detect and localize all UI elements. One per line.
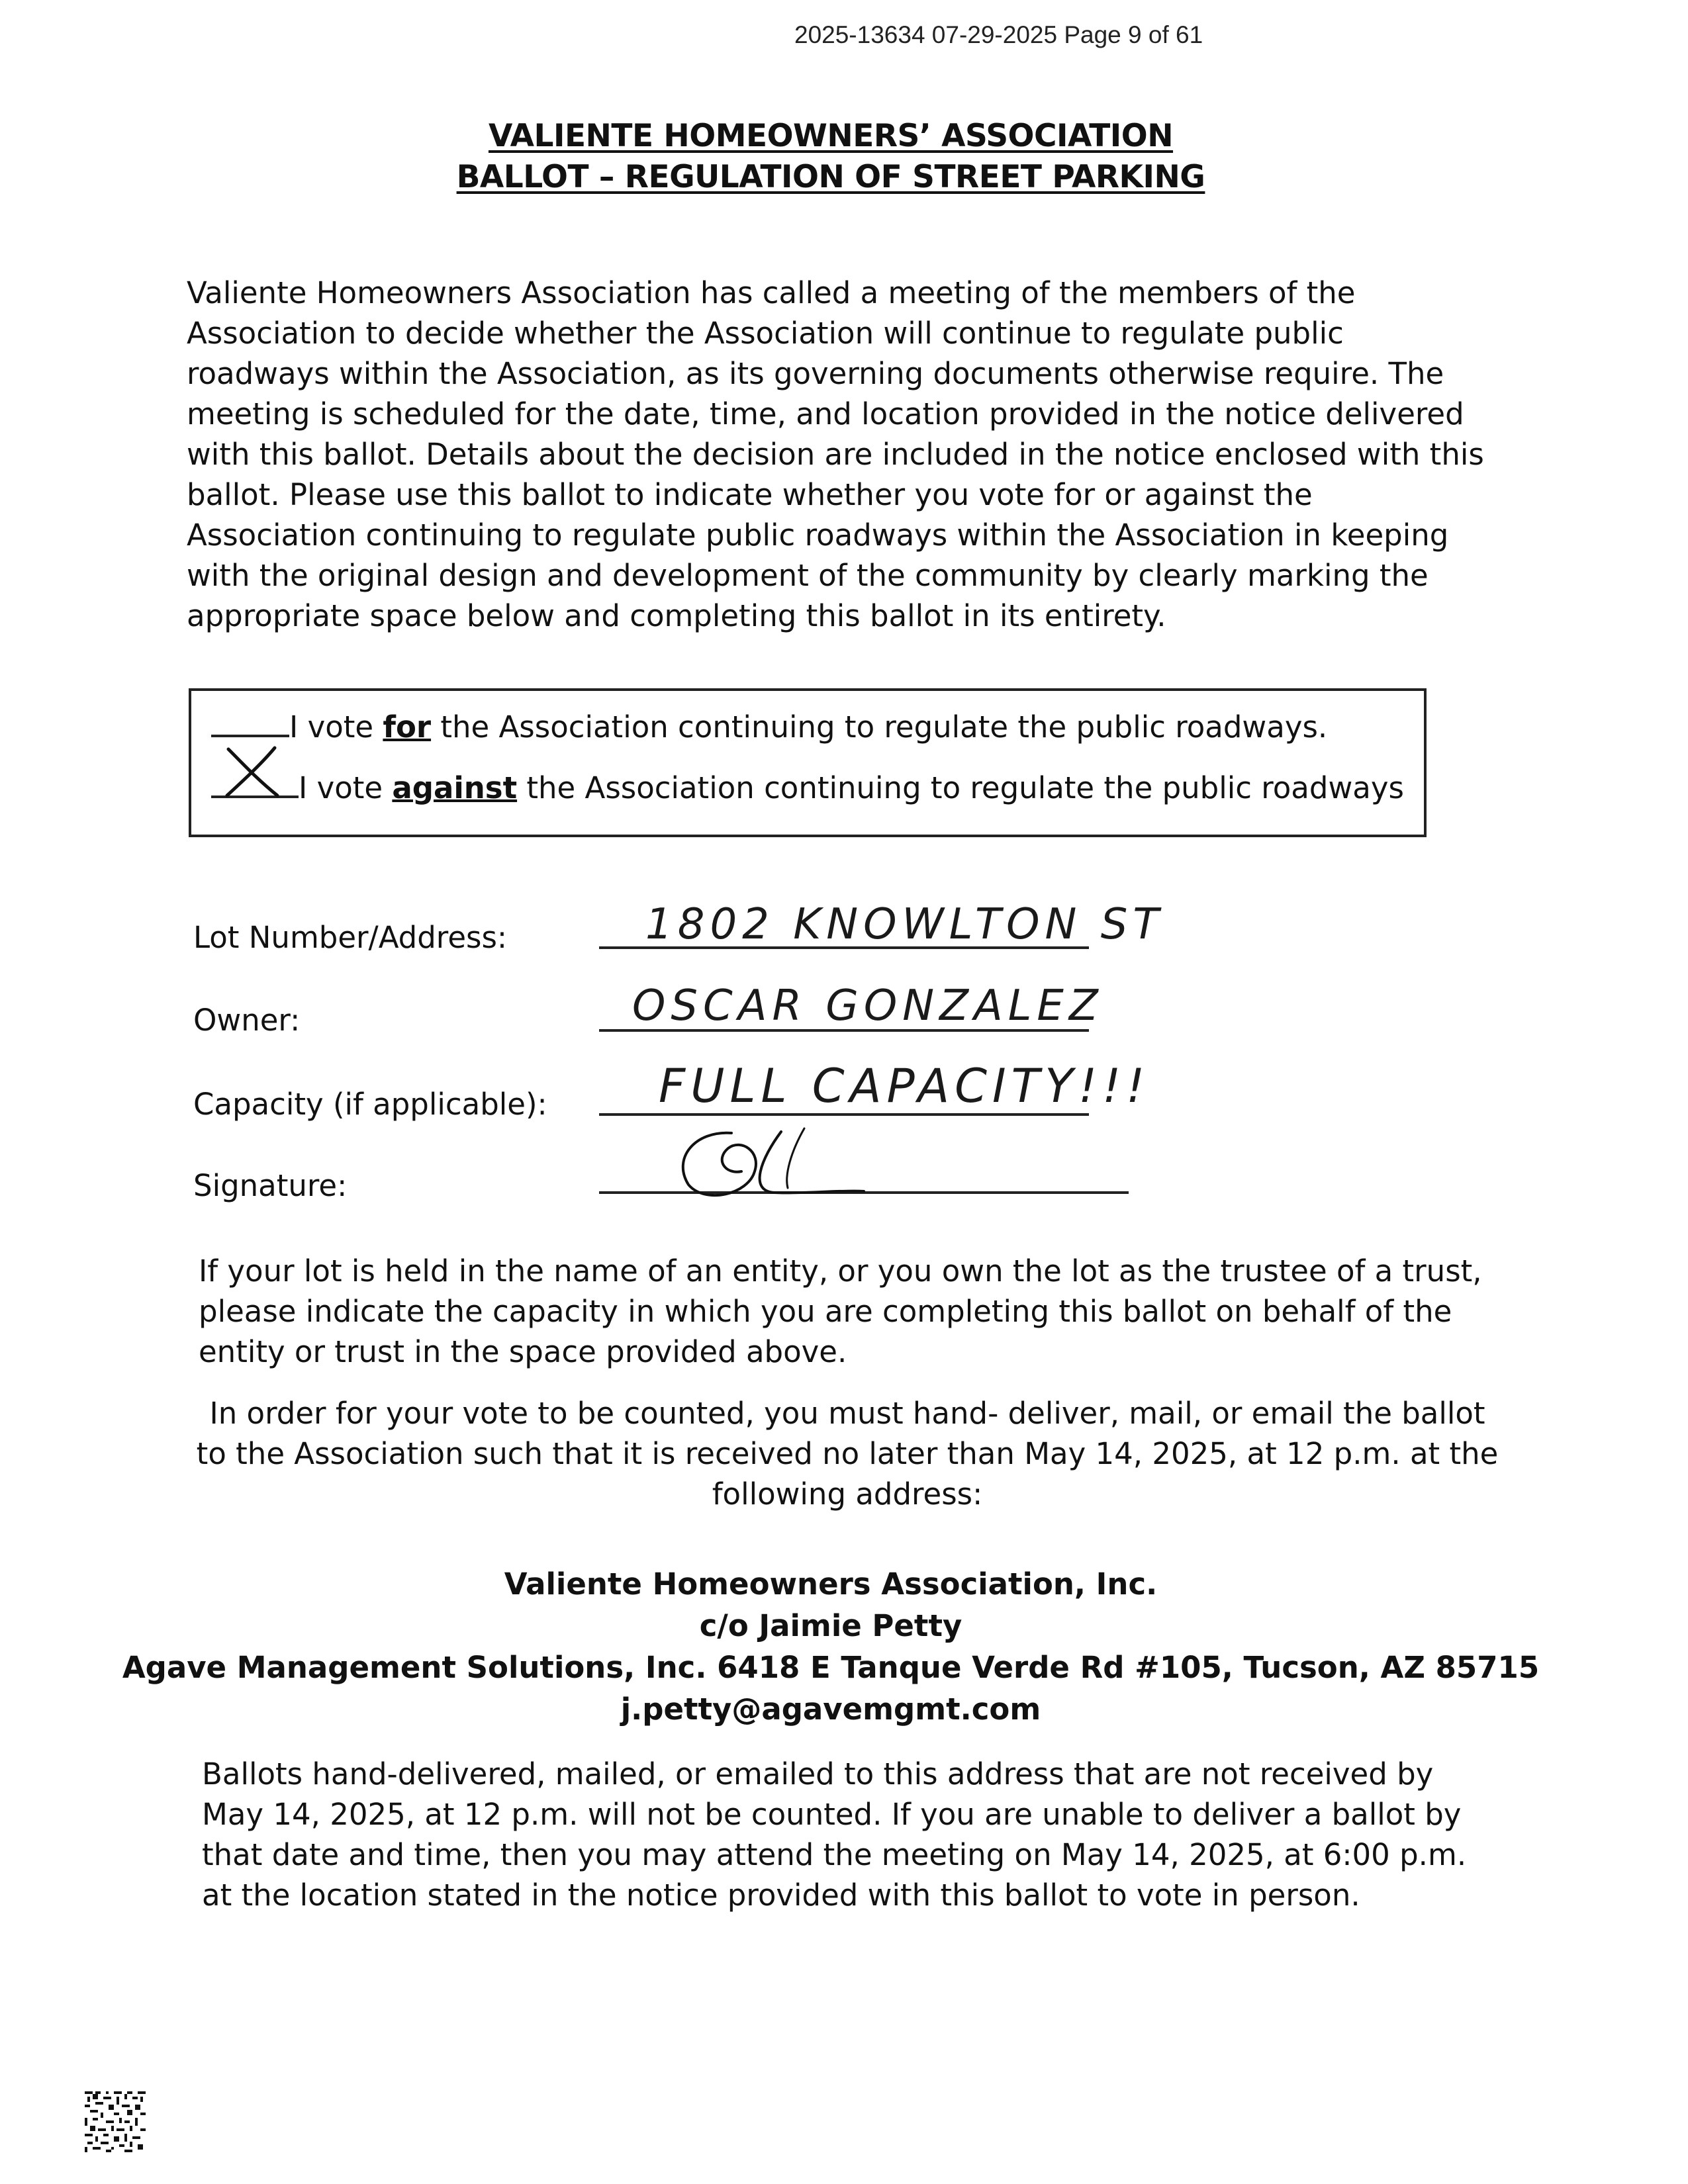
ballot-title: BALLOT – REGULATION OF STREET PARKING <box>456 159 1205 195</box>
address-org: Valiente Homeowners Association, Inc. <box>504 1567 1158 1602</box>
address-street: Agave Management Solutions, Inc. 6418 E Tanque Verde Rd #105, Tucson, AZ 85715 <box>122 1650 1540 1685</box>
vote-against-keyword: against <box>392 770 518 805</box>
vote-against-mark <box>223 745 283 798</box>
deadline-note: In order for your vote to be counted, you must hand- deliver, mail, or email the ballot to the Association such that it is received no later than May 14, 2025, at 12 p.m. at the following address: <box>196 1396 1499 1512</box>
qr-code-icon <box>85 2091 146 2152</box>
owner-label: Owner: <box>193 1003 301 1038</box>
vote-option-for[interactable] <box>211 709 1327 745</box>
vote-for-prefix: I vote <box>289 709 383 745</box>
association-title: VALIENTE HOMEOWNERS’ ASSOCIATION <box>488 118 1174 154</box>
signature-label: Signature: <box>193 1168 348 1203</box>
intro-paragraph: Valiente Homeowners Association has called a meeting of the members of the Association to decide whether the Association will continue to regulate public roadways within the Association, as its governing documents otherwise require. The meeting is scheduled for the date, time, and location provided in the notice delivered with this ballot. Details about the decision are included in the notice enclosed with this ballot. Please use this ballot to indicate whether you vote for or against the Association continuing to regulate public roadways within the Association in keeping with the original design and development of the community by clearly marking the appropriate space below and completing this ballot in its entirety. <box>187 275 1484 633</box>
vote-against-prefix: I vote <box>299 770 393 805</box>
capacity-value[interactable]: FULL CAPACITY!!! <box>659 1059 1150 1113</box>
owner-value[interactable]: OSCAR GONZALEZ <box>632 981 1103 1030</box>
document-stamp: 2025-13634 07-29-2025 Page 9 of 61 <box>794 21 1203 48</box>
entity-note: If your lot is held in the name of an entity, or you own the lot as the trustee of a trust, please indicate the capacity in which you are completing this ballot on behalf of the entity or trust in the space provided above. <box>199 1253 1482 1369</box>
vote-for-suffix: the Association continuing to regulate the public roadways. <box>431 709 1328 745</box>
signature-scribble-icon[interactable] <box>669 1118 867 1205</box>
lot-address-value[interactable]: 1802 KNOWLTON ST <box>645 900 1164 949</box>
capacity-label: Capacity (if applicable): <box>193 1087 547 1122</box>
vote-options-box <box>189 688 1427 837</box>
handwritten-x-mark-icon <box>223 745 283 798</box>
capacity-line <box>599 1113 1089 1116</box>
closing-note: Ballots hand-delivered, mailed, or emailed to this address that are not received by May 14, 2025, at 12 p.m. will not be counted. If you are unable to deliver a ballot by that date and time, then you may attend the meeting on May 14, 2025, at 6:00 p.m. at the location stated in the notice provided with this ballot to vote in person. <box>202 1756 1467 1913</box>
vote-against-suffix: the Association continuing to regulate the public roadways <box>517 770 1404 805</box>
vote-against-blank[interactable] <box>211 770 299 798</box>
vote-option-against[interactable] <box>211 770 1404 805</box>
address-email-link[interactable]: j.petty@agavemgmt.com <box>620 1692 1041 1727</box>
lot-address-label: Lot Number/Address: <box>193 920 508 955</box>
vote-for-blank[interactable] <box>211 709 289 737</box>
address-attn: c/o Jaimie Petty <box>699 1608 962 1643</box>
vote-for-keyword: for <box>383 709 432 745</box>
